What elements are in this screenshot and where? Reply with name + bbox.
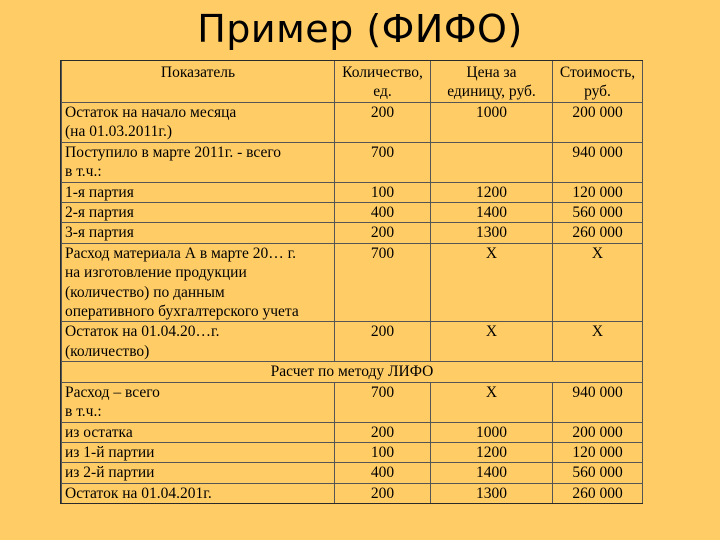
row-quantity: 700 <box>335 243 431 322</box>
row-quantity: 200 <box>335 103 431 143</box>
row-cost <box>553 162 643 182</box>
table-row <box>62 402 643 422</box>
row-label: Поступило в марте 2011г. - всего <box>62 142 335 162</box>
row-unit-price: 1000 <box>431 103 553 143</box>
table-row <box>62 142 643 162</box>
table-row <box>62 463 643 483</box>
section-row <box>62 362 643 382</box>
row-label: из 1-й партии <box>62 442 335 462</box>
row-label: в т.ч.: <box>62 402 335 422</box>
row-label: 2-я партия <box>62 203 335 223</box>
row-unit-price: 1200 <box>431 182 553 202</box>
row-unit-price: Х <box>431 243 553 322</box>
row-cost: 200 000 <box>553 103 643 143</box>
row-quantity: 200 <box>335 322 431 362</box>
row-cost: Х <box>553 322 643 362</box>
table-row <box>62 382 643 402</box>
row-cost: 940 000 <box>553 142 643 162</box>
header-unit-price: Цена за единицу, руб. <box>431 61 553 103</box>
header-indicator: Показатель <box>62 61 335 103</box>
row-quantity: 400 <box>335 463 431 483</box>
data-table <box>60 60 643 504</box>
row-cost: 560 000 <box>553 203 643 223</box>
row-unit-price: 1000 <box>431 422 553 442</box>
row-label: из 2-й партии <box>62 463 335 483</box>
table-row <box>62 103 643 143</box>
table-row <box>62 422 643 442</box>
table-header-row <box>62 61 643 103</box>
row-label: 1-я партия <box>62 182 335 202</box>
table-row <box>62 203 643 223</box>
row-quantity: 400 <box>335 203 431 223</box>
row-quantity: 200 <box>335 223 431 243</box>
row-label: Остаток на 01.04.201г. <box>62 483 335 503</box>
row-label: Расход – всего <box>62 382 335 402</box>
section-title: Расчет по методу ЛИФО <box>62 362 643 382</box>
header-quantity: Количество, ед. <box>335 61 431 103</box>
row-unit-price: Х <box>431 322 553 362</box>
row-quantity: 200 <box>335 483 431 503</box>
row-quantity <box>335 402 431 422</box>
row-unit-price: 1400 <box>431 463 553 483</box>
row-quantity: 700 <box>335 382 431 402</box>
row-quantity: 200 <box>335 422 431 442</box>
row-unit-price: 1400 <box>431 203 553 223</box>
row-cost: 260 000 <box>553 483 643 503</box>
row-label: 3-я партия <box>62 223 335 243</box>
row-cost: 120 000 <box>553 182 643 202</box>
row-unit-price: Х <box>431 382 553 402</box>
row-cost: 560 000 <box>553 463 643 483</box>
row-label: Остаток на 01.04.20…г. (количество) <box>62 322 335 362</box>
header-cost: Стоимость, руб. <box>553 61 643 103</box>
row-cost: Х <box>553 243 643 322</box>
row-label: Остаток на начало месяца (на 01.03.2011г.) <box>62 103 335 143</box>
table-row <box>62 162 643 182</box>
row-unit-price <box>431 142 553 162</box>
row-cost: 200 000 <box>553 422 643 442</box>
row-unit-price: 1300 <box>431 223 553 243</box>
row-cost: 260 000 <box>553 223 643 243</box>
row-unit-price: 1300 <box>431 483 553 503</box>
row-unit-price <box>431 402 553 422</box>
row-label: Расход материала А в марте 20… г. на изготовление продукции (количество) по данным оперативного бухгалтерского учета <box>62 243 335 322</box>
row-quantity: 100 <box>335 442 431 462</box>
row-quantity <box>335 162 431 182</box>
table-row <box>62 182 643 202</box>
slide-title: Пример (ФИФО) <box>197 7 523 51</box>
table-row <box>62 223 643 243</box>
table-row <box>62 243 643 322</box>
row-cost: 940 000 <box>553 382 643 402</box>
row-quantity: 100 <box>335 182 431 202</box>
table-row <box>62 322 643 362</box>
row-cost: 120 000 <box>553 442 643 462</box>
table-row <box>62 483 643 503</box>
row-label: из остатка <box>62 422 335 442</box>
table-row <box>62 442 643 462</box>
row-unit-price: 1200 <box>431 442 553 462</box>
row-quantity: 700 <box>335 142 431 162</box>
row-unit-price <box>431 162 553 182</box>
row-label: в т.ч.: <box>62 162 335 182</box>
row-cost <box>553 402 643 422</box>
